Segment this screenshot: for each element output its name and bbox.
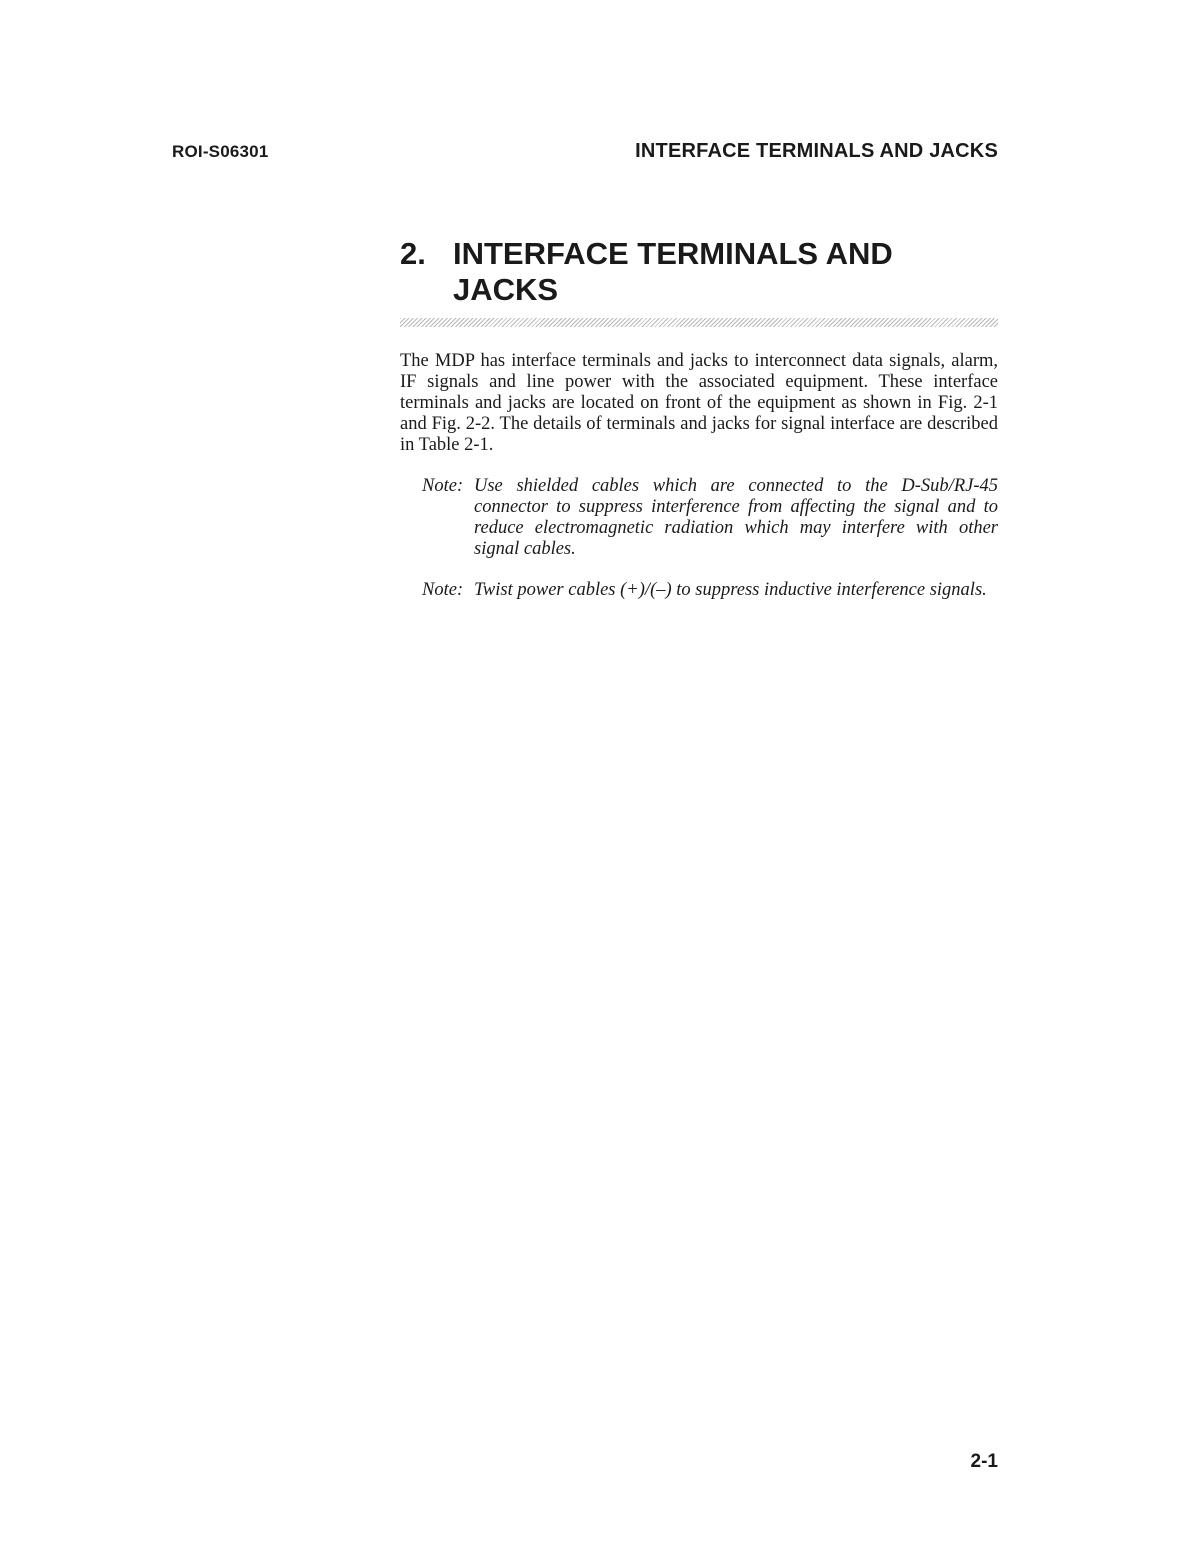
note-twist-power-cables: [422, 580, 998, 601]
running-header-title: INTERFACE TERMINALS AND JACKS: [635, 140, 998, 162]
section-heading: [400, 236, 998, 308]
document-id: ROI-S06301: [172, 142, 269, 161]
heading-rule: [400, 318, 998, 327]
note-label: Note:: [422, 476, 464, 496]
section-title: INTERFACE TERMINALS AND JACKS: [453, 236, 893, 307]
section-number: 2.: [400, 236, 426, 271]
note-text: Use shielded cables which are connected to the D-Sub/RJ-45 connector to suppress interference from affecting the signal and to reduce electromagnetic radiation which may interfere with other signal cables.: [474, 476, 998, 559]
page-number: 2-1: [970, 1451, 998, 1472]
note-shielded-cables: [422, 476, 998, 560]
note-label: Note:: [422, 580, 464, 600]
section-content: [400, 236, 998, 601]
body-paragraph: The MDP has interface terminals and jacks to interconnect data signals, alarm, IF signals and line power with the associated equipment. These interface terminals and jacks are located on front of the equipment as shown in Fig. 2-1 and Fig. 2-2. The details of terminals and jacks for signal interface are described in Table 2-1.: [400, 351, 998, 455]
note-text: Twist power cables (+)/(–) to suppress inductive interference signals.: [474, 580, 987, 600]
